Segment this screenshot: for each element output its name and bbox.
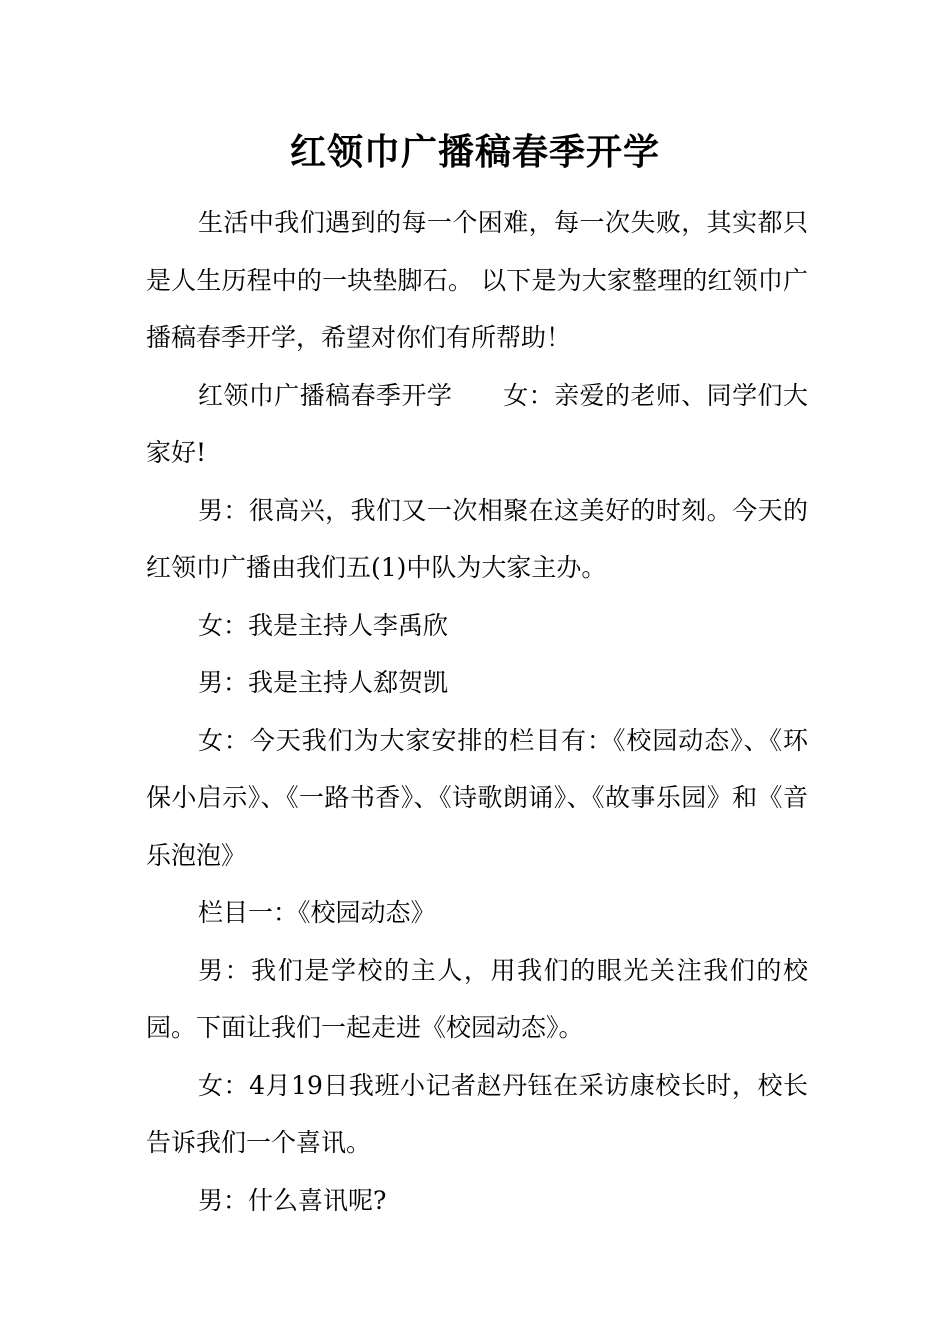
paragraph-reporter: 女：4月19日我班小记者赵丹钰在采访康校长时，校长告诉我们一个喜讯。 (146, 1070, 808, 1157)
document-title: 红领巾广播稿春季开学 (289, 131, 660, 173)
paragraph-greeting: 红领巾广播稿春季开学 女：亲爱的老师、同学们大家好! (146, 380, 808, 467)
document-body (146, 194, 808, 1229)
paragraph-host-female: 女：我是主持人李禹欣 (198, 610, 449, 640)
paragraph-program-list: 女：今天我们为大家安排的栏目有：《校园动态》、《环保小启示》、《一路书香》、《诗歌朗诵》、《故事乐园》和《音乐泡泡》 (146, 725, 808, 870)
paragraph-opening: 男：很高兴，我们又一次相聚在这美好的时刻。今天的红领巾广播由我们五(1)中队为大家主办。 (146, 495, 808, 582)
paragraph-section-heading: 栏目一：《校园动态》 (198, 898, 436, 927)
paragraph-question: 男：什么喜讯呢? (198, 1185, 387, 1215)
paragraph-campus-news: 男：我们是学校的主人，用我们的眼光关注我们的校园。下面让我们一起走进《校园动态》。 (146, 955, 808, 1042)
paragraph-host-male: 男：我是主持人郄贺凯 (198, 668, 449, 697)
paragraph-intro: 生活中我们遇到的每一个困难，每一次失败，其实都只是人生历程中的一块垫脚石。 以下是为大家整理的红领巾广播稿春季开学，希望对你们有所帮助！ (146, 208, 808, 352)
